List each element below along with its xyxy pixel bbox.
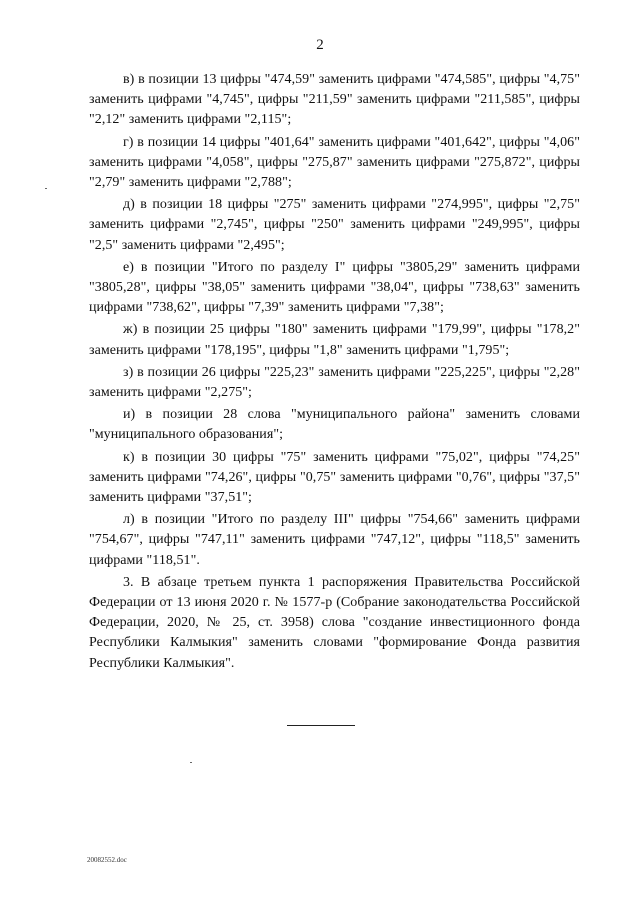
document-body (89, 70, 580, 676)
amendment-item-k: к) в позиции 30 цифры "75" заменить цифрами "75,02", цифры "74,25" заменить цифрами "74,26", цифры "0,75" заменить цифрами "0,76", цифры "37,5" заменить цифрами "37,51"; (89, 449, 580, 506)
amendment-item-zh: ж) в позиции 25 цифры "180" заменить цифрами "179,99", цифры "178,2" заменить цифрами "178,195", цифры "1,8" заменить цифрами "1,795"; (89, 322, 580, 358)
closing-separator-line (287, 725, 355, 726)
amendment-item-l: л) в позиции "Итого по разделу III" цифры "754,66" заменить цифрами "754,67", цифры "747,11" заменить цифрами "747,12", цифры "118,5" заменить цифрами "118,51". (89, 512, 580, 568)
page-number: 2 (316, 37, 324, 53)
scan-speck (190, 762, 192, 763)
amendment-item-i: и) в позиции 28 слова "муниципального района" заменить словами "муниципального образования"; (89, 407, 580, 443)
amendment-item-g: г) в позиции 14 цифры "401,64" заменить цифрами "401,642", цифры "4,06" заменить цифрами "4,058", цифры "275,87" заменить цифрами "275,872", цифры "2,79" заменить цифрами "2,788"; (89, 134, 580, 191)
section-3-paragraph: 3. В абзаце третьем пункта 1 распоряжения Правительства Российской Федерации от 13 июня 2020 г. № 1577-р (Собрание законодательства Российской Федерации, 2020, № 25, ст. 3958) слова "создание инвестиционного фонда Республики Калмыкия" заменить словами "формирование Фонда развития Республики Калмыкия". (89, 574, 580, 671)
amendment-item-z: з) в позиции 26 цифры "225,23" заменить цифрами "225,225", цифры "2,28" заменить цифрами "2,275"; (89, 364, 580, 401)
amendment-item-e: е) в позиции "Итого по разделу I" цифры "3805,29" заменить цифрами "3805,28", цифры "38,05" заменить цифрами "38,04", цифры "738,63" заменить цифрами "738,62", цифры "7,39" заменить цифрами "7,38"; (89, 259, 580, 316)
amendment-item-v: в) в позиции 13 цифры "474,59" заменить цифрами "474,585", цифры "4,75" заменить цифрами "4,745", цифры "211,59" заменить цифрами "211,585", цифры "2,12" заменить цифрами "2,115"; (89, 72, 580, 128)
scan-speck (45, 188, 47, 189)
footer-file-name: 20082552.doc (87, 856, 127, 864)
amendment-item-d: д) в позиции 18 цифры "275" заменить цифрами "274,995", цифры "2,75" заменить цифрами "2,745", цифры "250" заменить цифрами "249,995", цифры "2,5" заменить цифрами "2,495"; (89, 197, 580, 253)
